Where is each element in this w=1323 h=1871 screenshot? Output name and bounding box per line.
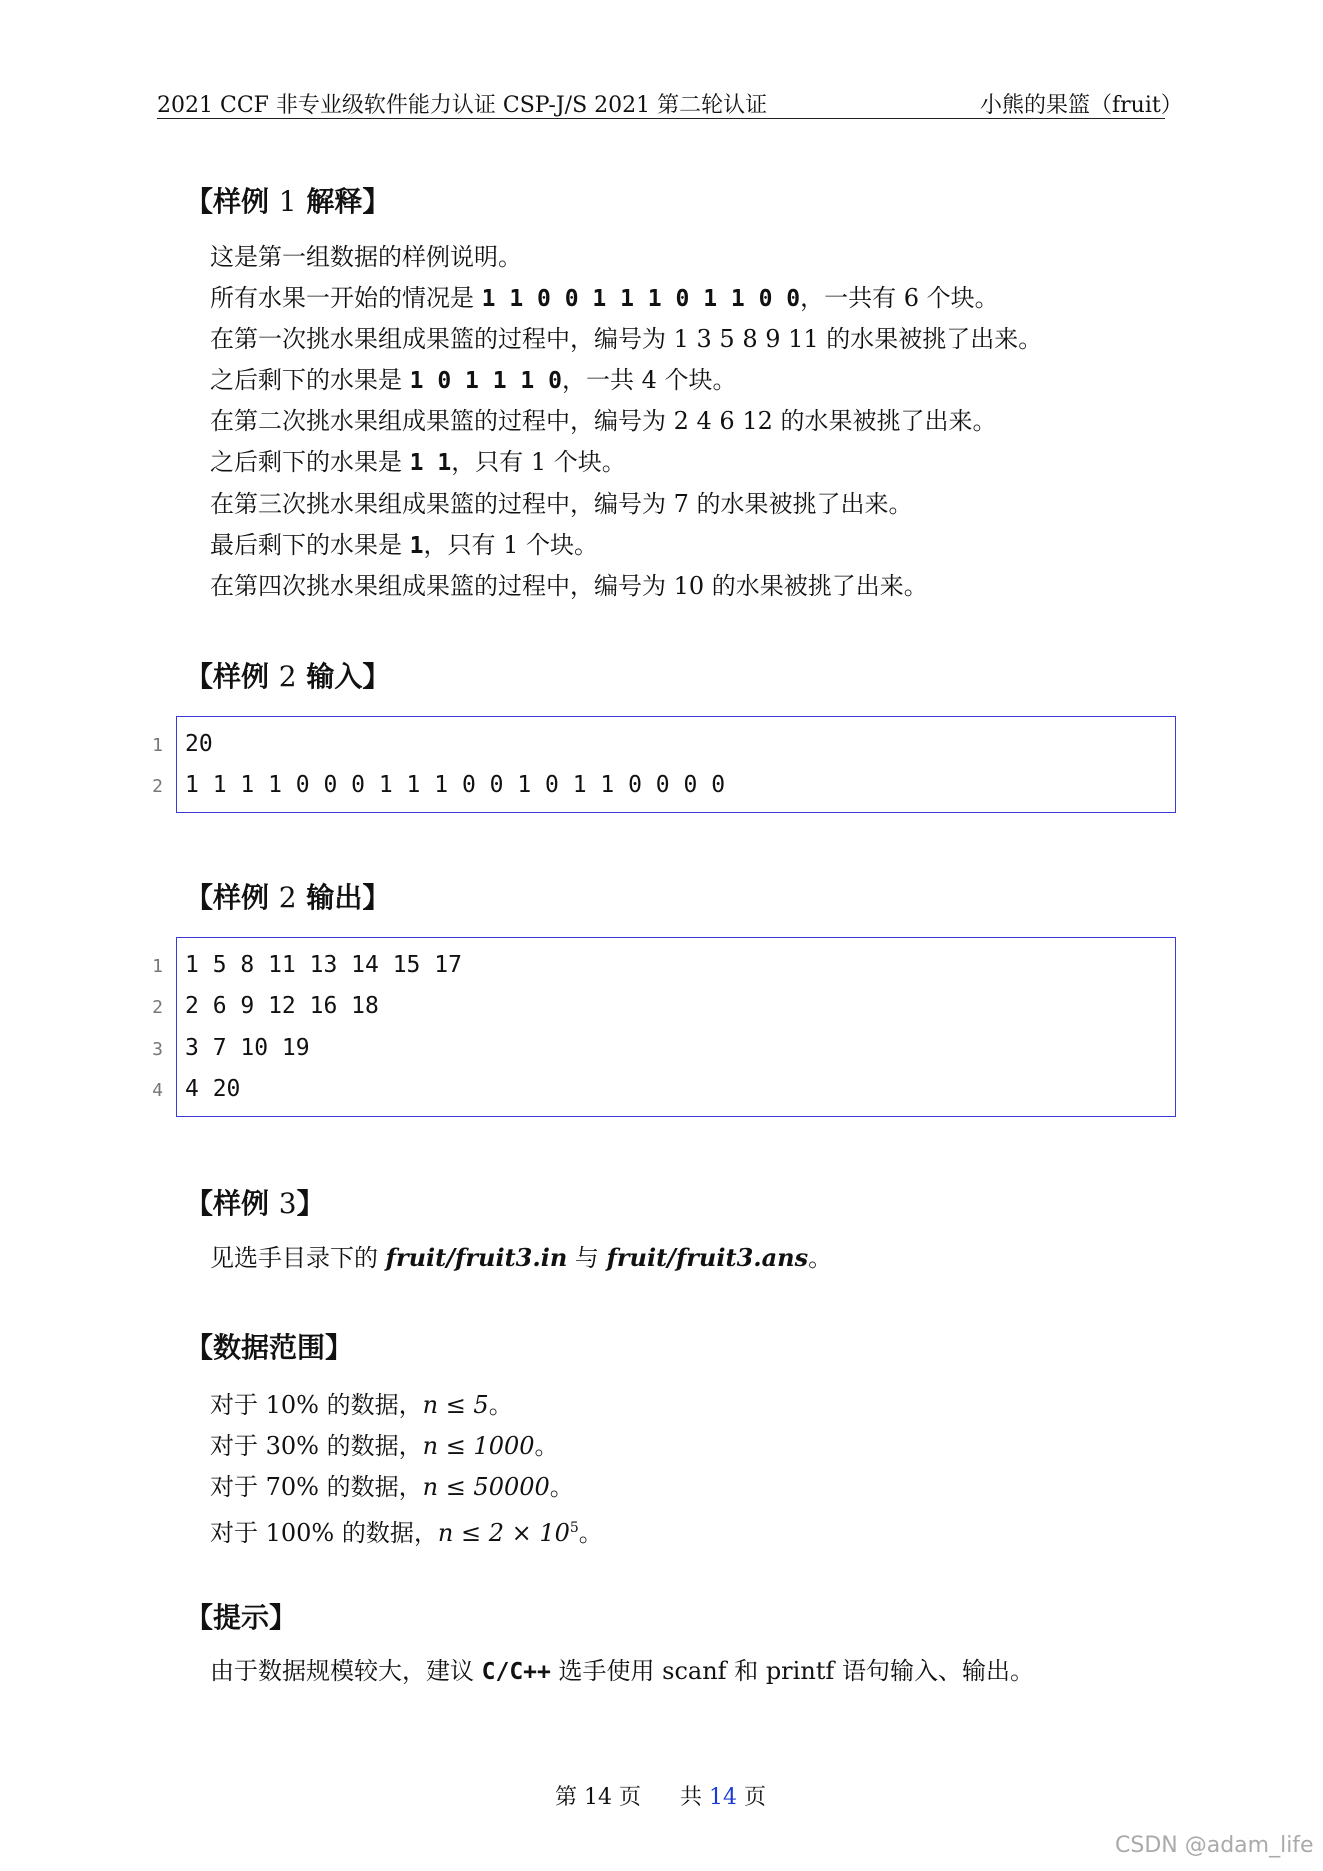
running-header-title: 2021 CCF 非专业级软件能力认证 CSP-J/S 2021 第二轮认证 [157, 93, 768, 118]
code-line: 2 6 9 12 16 18 [185, 993, 379, 1019]
sample3-answer-file: fruit/fruit3.ans [606, 1243, 809, 1272]
line-number: 4 [152, 1080, 163, 1101]
sample1-line: 在第二次挑水果组成果篮的过程中，编号为 2 4 6 12 的水果被挑了出来。 [210, 407, 997, 435]
page-number: 第 14 页 [555, 1785, 641, 1810]
running-header-problem: 小熊的果篮（fruit） [980, 93, 1183, 118]
code-line: 20 [185, 731, 213, 757]
sample1-line: 之后剩下的水果是 1 0 1 1 1 0，一共 4 个块。 [210, 366, 737, 394]
line-number: 1 [152, 956, 163, 977]
sample1-line: 最后剩下的水果是 1，只有 1 个块。 [210, 531, 599, 559]
data-range-line: 对于 30% 的数据，n ≤ 1000。 [210, 1432, 559, 1460]
line-number: 2 [152, 997, 163, 1018]
data-range-line: 对于 100% 的数据，$n \le 2 \times 10^5$。 [210, 1519, 603, 1547]
data-range-line: 对于 70% 的数据，n ≤ 50000。 [210, 1473, 574, 1501]
sample2-input-codebox[interactable] [152, 716, 1176, 813]
line-number: 2 [152, 776, 163, 797]
sample1-line: 之后剩下的水果是 1 1，只有 1 个块。 [210, 448, 626, 476]
sample3-heading: 【样例 3】 [185, 1187, 325, 1220]
header-divider [157, 118, 1165, 119]
source-watermark: CSDN @adam_life [1115, 1833, 1314, 1858]
data-range-heading: 【数据范围】 [185, 1331, 354, 1364]
hint-heading: 【提示】 [185, 1601, 298, 1634]
sample3-text: 见选手目录下的 fruit/fruit3.in 与 fruit/fruit3.ans。 [210, 1243, 833, 1272]
hint-text: 由于数据规模较大，建议 C/C++ 选手使用 scanf 和 printf 语句输入、输出。 [210, 1657, 1034, 1685]
sample1-line: 这是第一组数据的样例说明。 [210, 243, 522, 271]
line-number: 1 [152, 735, 163, 756]
code-line: 3 7 10 19 [185, 1035, 310, 1061]
data-range-line: 对于 10% 的数据，n ≤ 5。 [210, 1391, 513, 1419]
sample2-input-heading: 【样例 2 输入】 [185, 660, 391, 693]
sample2-output-codebox[interactable] [152, 937, 1176, 1117]
sample1-line: 所有水果一开始的情况是 1 1 0 0 1 1 1 0 1 1 0 0，一共有 6 个块。 [210, 284, 999, 312]
code-line: 4 20 [185, 1076, 241, 1102]
code-line: 1 5 8 11 13 14 15 17 [185, 952, 462, 978]
sample1-line: 在第一次挑水果组成果篮的过程中，编号为 1 3 5 8 9 11 的水果被挑了出来。 [210, 325, 1043, 353]
sample3-input-file: fruit/fruit3.in [385, 1243, 568, 1272]
sample1-explain-heading: 【样例 1 解释】 [185, 185, 391, 218]
sample1-line: 在第四次挑水果组成果篮的过程中，编号为 10 的水果被挑了出来。 [210, 572, 928, 600]
sample2-output-heading: 【样例 2 输出】 [185, 881, 391, 914]
page-total: 共 14 页 [680, 1785, 767, 1810]
line-number: 3 [152, 1039, 163, 1060]
sample1-line: 在第三次挑水果组成果篮的过程中，编号为 7 的水果被挑了出来。 [210, 490, 913, 518]
code-line: 1 1 1 1 0 0 0 1 1 1 0 0 1 0 1 1 0 0 0 0 [185, 772, 726, 798]
